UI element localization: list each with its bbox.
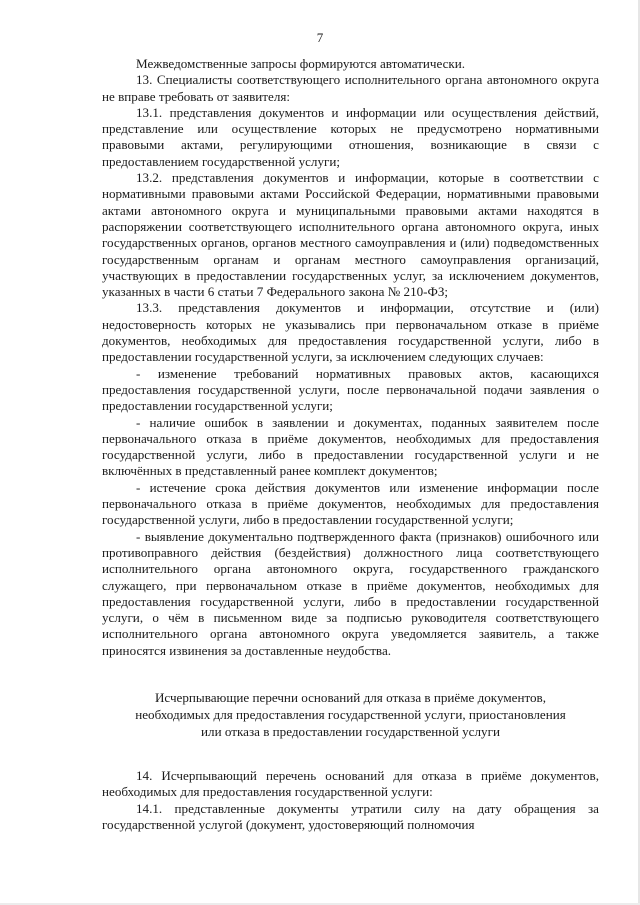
page-number: 7 [316,30,324,45]
paragraph-13-3: 13.3. представления документов и информации, отсутствие и (или) недостоверность которых не указывались при первоначальном отказе в приёме документов, необходимых для предоставления государственной услуги, либо в предоставлении государственной услуги, за исключением следующих случаев: [102,300,599,365]
section-heading [102,689,599,740]
section-heading-line-3: или отказа в предоставлении государственной услуги [201,723,500,739]
list-item-official-misconduct: - выявление документально подтвержденного факта (признаков) ошибочного или противоправного действия (бездействия) должностного лица соответствующего исполнительного органа автономного округа, государственного гражданского служащего, при первоначальном отказе в приёме документов, необходимых для предоставления государственной услуги, либо в предоставлении государственной услуги, о чём в письменном виде за подписью руководителя соответствующего исполнительного органа автономного округа уведомляется заявитель, а также приносятся извинения за доставленные неудобства. [102,528,599,658]
paragraph-13-2: 13.2. представления документов и информации, которые в соответствии с нормативными правовыми актами Российской Федерации, нормативными правовыми актами автономного округа и муниципальными правовыми актами находятся в распоряжении соответствующего исполнительного органа автономного округа, иных государственных органов, органов местного самоуправления и (или) подведомственных государственным органам и органам местного самоуправления организаций, участвующих в предоставлении государственных услуг, за исключением документов, указанных в части 6 статьи 7 Федерального закона № 210-ФЗ; [102,170,599,300]
list-item-errors-in-application: - наличие ошибок в заявлении и документах, поданных заявителем после первоначального отказа в приёме документов, необходимых для предоставления государственной услуги, либо в предоставлении государственной услуги и не включённых в представленный ранее комплект документов; [102,414,599,479]
paragraph-interagency-requests: Межведомственные запросы формируются автоматически. [136,56,466,71]
document-body [102,56,599,833]
section-heading-line-1: Исчерпывающие перечни оснований для отказа в приёме документов, [154,689,547,705]
paragraph-14: 14. Исчерпывающий перечень оснований для отказа в приёме документов, необходимых для предоставления государственной услуги: [102,767,599,800]
paragraph-14-1: 14.1. представленные документы утратили силу на дату обращения за государственной услугой (документ, удостоверяющий полномочия [102,800,599,832]
section-heading-line-2: необходимых для предоставления государственной услуги, приостановления [135,706,566,722]
list-item-documents-expiry: - истечение срока действия документов или изменение информации после первоначального отказа в приёме документов, необходимых для предоставления государственной услуги, либо в предоставлении государственной услуги; [102,479,599,528]
paragraph-13-1: 13.1. представления документов и информации или осуществления действий, представление или осуществление которых не предусмотрено нормативными правовыми актами, регулирующими отношения, возникающие в связи с предоставлением государственной услуги; [102,104,599,169]
list-item-requirements-change: - изменение требований нормативных правовых актов, касающихся предоставления государственной услуги, после первоначальной подачи заявления о предоставлении государственной услуги; [102,365,599,414]
paragraph-13: 13. Специалисты соответствующего исполнительного органа автономного округа не вправе требовать от заявителя: [102,72,599,104]
